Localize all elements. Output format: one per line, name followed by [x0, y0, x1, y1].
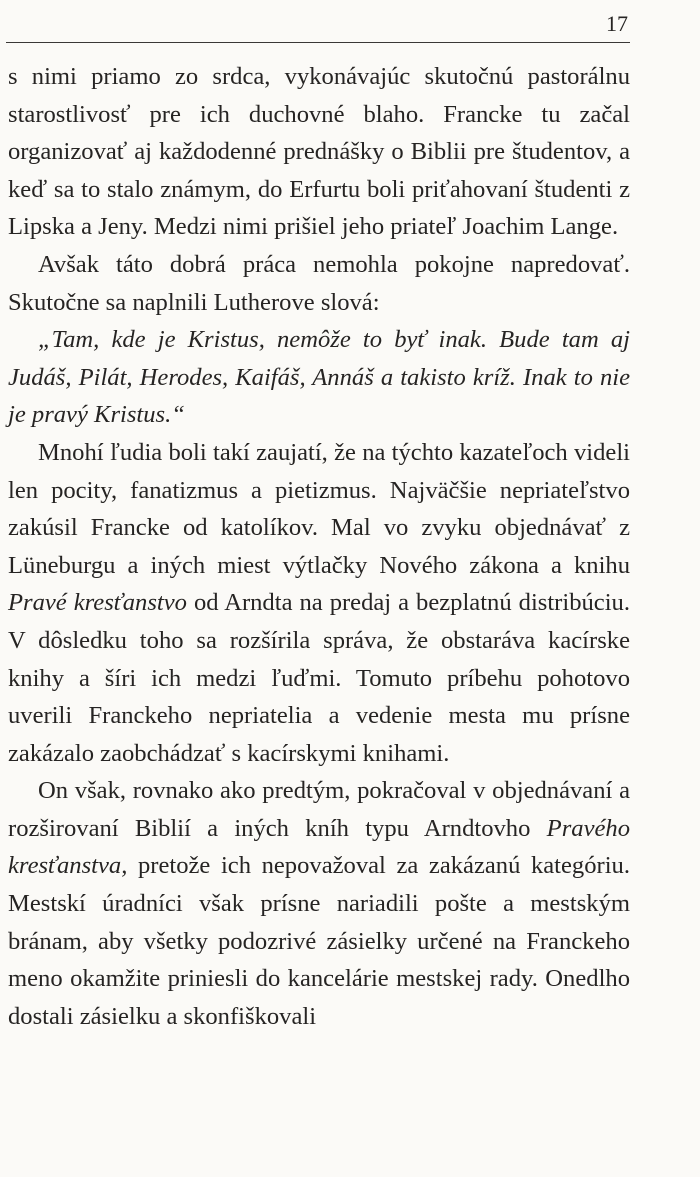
paragraph-2: Avšak táto dobrá práca nemohla pokojne napredovať. Skutočne sa naplnili Lutherove slová:	[8, 250, 630, 316]
book-title-praveho-krestanstva: Pravého kresťanstva,	[8, 814, 630, 880]
paragraph-4-end: pretože ich nepovažoval za zakázanú kategóriu. Mestskí úradníci však prísne nariadili pošte a mestským bránam, aby všetky podozrivé zásielky určené na Franckeho meno okamžite priniesli do kancelárie mestskej rady. Onedlho dostali zásielku a skonfiškovali	[8, 852, 630, 1030]
paragraph-4-start: On však, rovnako ako predtým, pokračoval v objednávaní a rozširovaní Biblií a iných kníh typu Arndtovho	[8, 777, 630, 842]
book-title-prave-krestanstvo: Pravé kresťanstvo	[8, 589, 187, 617]
paragraph-3-end: od Arndta na predaj a bezplatnú distribúciu. V dôsledku toho sa rozšírila správa, že obstaráva kacírske knihy a šíri ich medzi ľuďmi. Tomuto príbehu pohotovo uverili Franckeho nepriatelia a vedenie mesta mu prísne zakázalo zaobchádzať s kacírskymi knihami.	[8, 589, 630, 767]
paragraph-1: s nimi priamo zo srdca, vykonávajúc skutočnú pastorálnu starostlivosť pre ich duchovné blaho. Francke tu začal organizovať aj každodenné prednášky o Biblii pre študentov, a keď sa to stalo známym, do Erfurtu boli priťahovaní študenti z Lipska a Jeny. Medzi nimi prišiel jeho priateľ Joachim Lange.	[8, 63, 630, 241]
luther-quote: „Tam, kde je Kristus, nemôže to byť inak. Bude tam aj Judáš, Pilát, Herodes, Kaifáš, Annáš a takisto kríž. Inak to nie je pravý Kristus.“	[8, 326, 630, 429]
paragraph-3	[8, 434, 630, 772]
paragraph-4	[8, 772, 630, 1035]
paragraph-3-start: Mnohí ľudia boli takí zaujatí, že na týchto kazateľoch videli len pocity, fanatizmus a pietizmus. Najväčšie nepriateľstvo zakúsil Francke od katolíkov. Mal vo zvyku objednávať z Lüneburgu a iných miest výtlačky Nového zákona a knihu	[8, 438, 630, 579]
header-rule	[6, 42, 630, 43]
body-text	[8, 58, 630, 1035]
page-number: 17	[606, 11, 628, 36]
